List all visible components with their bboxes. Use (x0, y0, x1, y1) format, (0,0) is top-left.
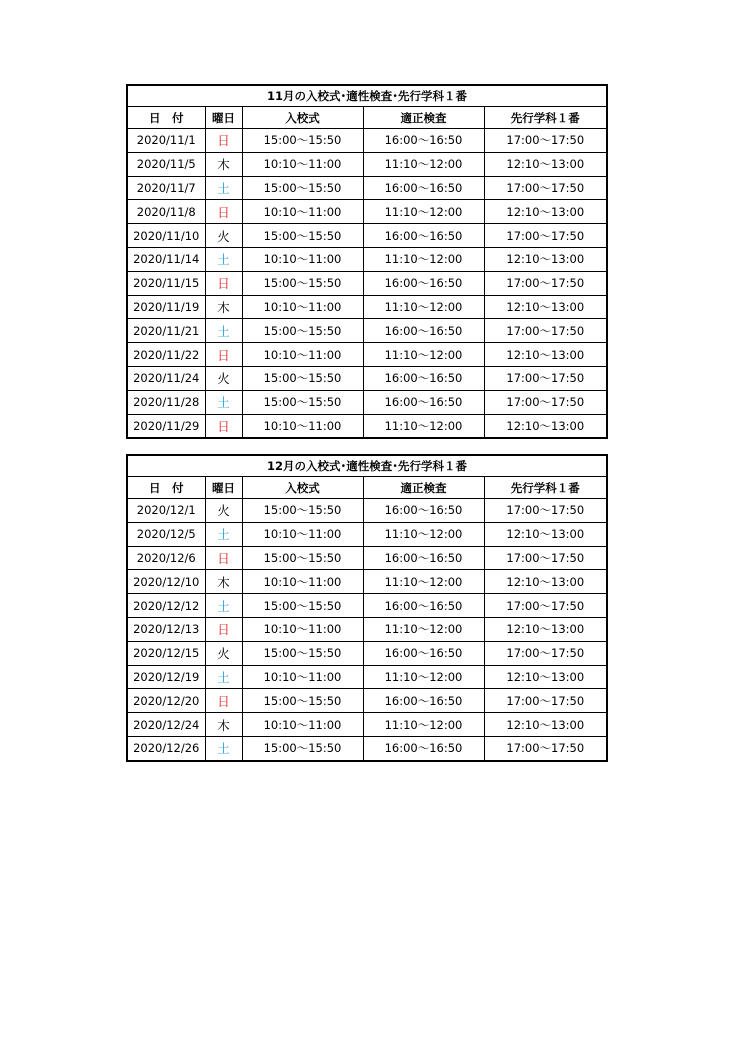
table-row (127, 689, 607, 713)
date-cell: 2020/11/21 (127, 319, 205, 343)
date-cell: 2020/12/12 (127, 594, 205, 618)
entrance-time-cell: 15:00〜15:50 (242, 366, 363, 390)
aptitude-time-cell: 16:00〜16:50 (363, 390, 484, 414)
date-cell: 2020/12/24 (127, 713, 205, 737)
date-cell: 2020/12/5 (127, 522, 205, 546)
aptitude-time-cell: 16:00〜16:50 (363, 546, 484, 570)
entrance-time-cell: 10:10〜11:00 (242, 152, 363, 176)
entrance-time-cell: 15:00〜15:50 (242, 594, 363, 618)
header-weekday: 曜日 (205, 107, 242, 129)
subject-time-cell: 17:00〜17:50 (484, 176, 607, 200)
date-cell: 2020/12/19 (127, 665, 205, 689)
header-row (127, 107, 607, 129)
header-entrance: 入校式 (242, 477, 363, 499)
date-cell: 2020/11/24 (127, 366, 205, 390)
header-subject: 先行学科１番 (484, 107, 607, 129)
header-aptitude: 適正検査 (363, 477, 484, 499)
entrance-time-cell: 10:10〜11:00 (242, 665, 363, 689)
weekday-cell: 土 (205, 665, 242, 689)
date-cell: 2020/11/29 (127, 414, 205, 438)
date-cell: 2020/11/7 (127, 176, 205, 200)
table-row (127, 343, 607, 367)
aptitude-time-cell: 11:10〜12:00 (363, 522, 484, 546)
subject-time-cell: 12:10〜13:00 (484, 414, 607, 438)
table-row (127, 129, 607, 153)
entrance-time-cell: 15:00〜15:50 (242, 546, 363, 570)
entrance-time-cell: 15:00〜15:50 (242, 271, 363, 295)
header-weekday: 曜日 (205, 477, 242, 499)
table-body (127, 85, 607, 438)
date-cell: 2020/12/13 (127, 617, 205, 641)
entrance-time-cell: 15:00〜15:50 (242, 129, 363, 153)
aptitude-time-cell: 16:00〜16:50 (363, 736, 484, 760)
aptitude-time-cell: 16:00〜16:50 (363, 224, 484, 248)
date-cell: 2020/11/19 (127, 295, 205, 319)
weekday-cell: 日 (205, 546, 242, 570)
subject-time-cell: 12:10〜13:00 (484, 713, 607, 737)
table-row (127, 152, 607, 176)
aptitude-time-cell: 11:10〜12:00 (363, 343, 484, 367)
aptitude-time-cell: 11:10〜12:00 (363, 295, 484, 319)
subject-time-cell: 12:10〜13:00 (484, 295, 607, 319)
table-row (127, 295, 607, 319)
aptitude-time-cell: 16:00〜16:50 (363, 129, 484, 153)
table-row (127, 224, 607, 248)
table-row (127, 641, 607, 665)
header-row (127, 477, 607, 499)
date-cell: 2020/12/6 (127, 546, 205, 570)
aptitude-time-cell: 11:10〜12:00 (363, 152, 484, 176)
entrance-time-cell: 15:00〜15:50 (242, 736, 363, 760)
table-row (127, 546, 607, 570)
table-row (127, 390, 607, 414)
date-cell: 2020/11/14 (127, 247, 205, 271)
table-row (127, 665, 607, 689)
subject-time-cell: 17:00〜17:50 (484, 129, 607, 153)
date-cell: 2020/11/22 (127, 343, 205, 367)
weekday-cell: 火 (205, 499, 242, 523)
subject-time-cell: 17:00〜17:50 (484, 641, 607, 665)
date-cell: 2020/11/1 (127, 129, 205, 153)
weekday-cell: 土 (205, 736, 242, 760)
header-date: 日 付 (127, 107, 205, 129)
date-cell: 2020/12/26 (127, 736, 205, 760)
table-title-row (127, 85, 607, 107)
aptitude-time-cell: 11:10〜12:00 (363, 665, 484, 689)
date-cell: 2020/12/1 (127, 499, 205, 523)
table-row (127, 594, 607, 618)
aptitude-time-cell: 16:00〜16:50 (363, 594, 484, 618)
table-body (127, 455, 607, 761)
entrance-time-cell: 10:10〜11:00 (242, 343, 363, 367)
december-schedule-table (126, 454, 608, 762)
entrance-time-cell: 10:10〜11:00 (242, 522, 363, 546)
table-row (127, 499, 607, 523)
aptitude-time-cell: 16:00〜16:50 (363, 366, 484, 390)
subject-time-cell: 17:00〜17:50 (484, 224, 607, 248)
entrance-time-cell: 10:10〜11:00 (242, 713, 363, 737)
weekday-cell: 土 (205, 319, 242, 343)
header-aptitude: 適正検査 (363, 107, 484, 129)
subject-time-cell: 12:10〜13:00 (484, 570, 607, 594)
weekday-cell: 日 (205, 129, 242, 153)
weekday-cell: 日 (205, 414, 242, 438)
entrance-time-cell: 10:10〜11:00 (242, 570, 363, 594)
entrance-time-cell: 10:10〜11:00 (242, 247, 363, 271)
weekday-cell: 日 (205, 689, 242, 713)
entrance-time-cell: 10:10〜11:00 (242, 414, 363, 438)
aptitude-time-cell: 11:10〜12:00 (363, 713, 484, 737)
subject-time-cell: 17:00〜17:50 (484, 689, 607, 713)
table-row (127, 570, 607, 594)
table-row (127, 713, 607, 737)
subject-time-cell: 17:00〜17:50 (484, 319, 607, 343)
date-cell: 2020/12/20 (127, 689, 205, 713)
date-cell: 2020/11/8 (127, 200, 205, 224)
aptitude-time-cell: 16:00〜16:50 (363, 499, 484, 523)
weekday-cell: 木 (205, 295, 242, 319)
weekday-cell: 土 (205, 176, 242, 200)
entrance-time-cell: 10:10〜11:00 (242, 295, 363, 319)
table-row (127, 319, 607, 343)
weekday-cell: 土 (205, 594, 242, 618)
subject-time-cell: 12:10〜13:00 (484, 152, 607, 176)
entrance-time-cell: 15:00〜15:50 (242, 390, 363, 414)
table-title: 12月の入校式･適性検査･先行学科１番 (127, 455, 607, 477)
date-cell: 2020/11/10 (127, 224, 205, 248)
date-cell: 2020/11/15 (127, 271, 205, 295)
subject-time-cell: 12:10〜13:00 (484, 665, 607, 689)
weekday-cell: 木 (205, 152, 242, 176)
entrance-time-cell: 15:00〜15:50 (242, 689, 363, 713)
table-title-row (127, 455, 607, 477)
subject-time-cell: 17:00〜17:50 (484, 271, 607, 295)
aptitude-time-cell: 11:10〜12:00 (363, 247, 484, 271)
weekday-cell: 日 (205, 343, 242, 367)
subject-time-cell: 12:10〜13:00 (484, 343, 607, 367)
aptitude-time-cell: 11:10〜12:00 (363, 570, 484, 594)
weekday-cell: 木 (205, 570, 242, 594)
aptitude-time-cell: 11:10〜12:00 (363, 414, 484, 438)
weekday-cell: 土 (205, 522, 242, 546)
subject-time-cell: 12:10〜13:00 (484, 522, 607, 546)
aptitude-time-cell: 16:00〜16:50 (363, 319, 484, 343)
header-entrance: 入校式 (242, 107, 363, 129)
weekday-cell: 木 (205, 713, 242, 737)
header-date: 日 付 (127, 477, 205, 499)
date-cell: 2020/11/28 (127, 390, 205, 414)
subject-time-cell: 12:10〜13:00 (484, 200, 607, 224)
weekday-cell: 火 (205, 366, 242, 390)
date-cell: 2020/11/5 (127, 152, 205, 176)
weekday-cell: 土 (205, 390, 242, 414)
aptitude-time-cell: 16:00〜16:50 (363, 176, 484, 200)
subject-time-cell: 17:00〜17:50 (484, 390, 607, 414)
table-row (127, 522, 607, 546)
november-schedule-table (126, 84, 608, 439)
date-cell: 2020/12/10 (127, 570, 205, 594)
table-row (127, 617, 607, 641)
aptitude-time-cell: 11:10〜12:00 (363, 617, 484, 641)
aptitude-time-cell: 11:10〜12:00 (363, 200, 484, 224)
entrance-time-cell: 10:10〜11:00 (242, 617, 363, 641)
date-cell: 2020/12/15 (127, 641, 205, 665)
entrance-time-cell: 10:10〜11:00 (242, 200, 363, 224)
weekday-cell: 日 (205, 200, 242, 224)
table-row (127, 176, 607, 200)
subject-time-cell: 17:00〜17:50 (484, 499, 607, 523)
entrance-time-cell: 15:00〜15:50 (242, 224, 363, 248)
table-row (127, 200, 607, 224)
weekday-cell: 火 (205, 224, 242, 248)
subject-time-cell: 12:10〜13:00 (484, 617, 607, 641)
header-subject: 先行学科１番 (484, 477, 607, 499)
entrance-time-cell: 15:00〜15:50 (242, 176, 363, 200)
weekday-cell: 日 (205, 271, 242, 295)
entrance-time-cell: 15:00〜15:50 (242, 641, 363, 665)
subject-time-cell: 17:00〜17:50 (484, 736, 607, 760)
table-title: 11月の入校式･適性検査･先行学科１番 (127, 85, 607, 107)
weekday-cell: 火 (205, 641, 242, 665)
subject-time-cell: 12:10〜13:00 (484, 247, 607, 271)
aptitude-time-cell: 16:00〜16:50 (363, 689, 484, 713)
aptitude-time-cell: 16:00〜16:50 (363, 641, 484, 665)
subject-time-cell: 17:00〜17:50 (484, 594, 607, 618)
table-row (127, 271, 607, 295)
weekday-cell: 日 (205, 617, 242, 641)
table-row (127, 736, 607, 760)
aptitude-time-cell: 16:00〜16:50 (363, 271, 484, 295)
entrance-time-cell: 15:00〜15:50 (242, 499, 363, 523)
table-row (127, 414, 607, 438)
table-row (127, 247, 607, 271)
entrance-time-cell: 15:00〜15:50 (242, 319, 363, 343)
subject-time-cell: 17:00〜17:50 (484, 366, 607, 390)
table-row (127, 366, 607, 390)
subject-time-cell: 17:00〜17:50 (484, 546, 607, 570)
weekday-cell: 土 (205, 247, 242, 271)
